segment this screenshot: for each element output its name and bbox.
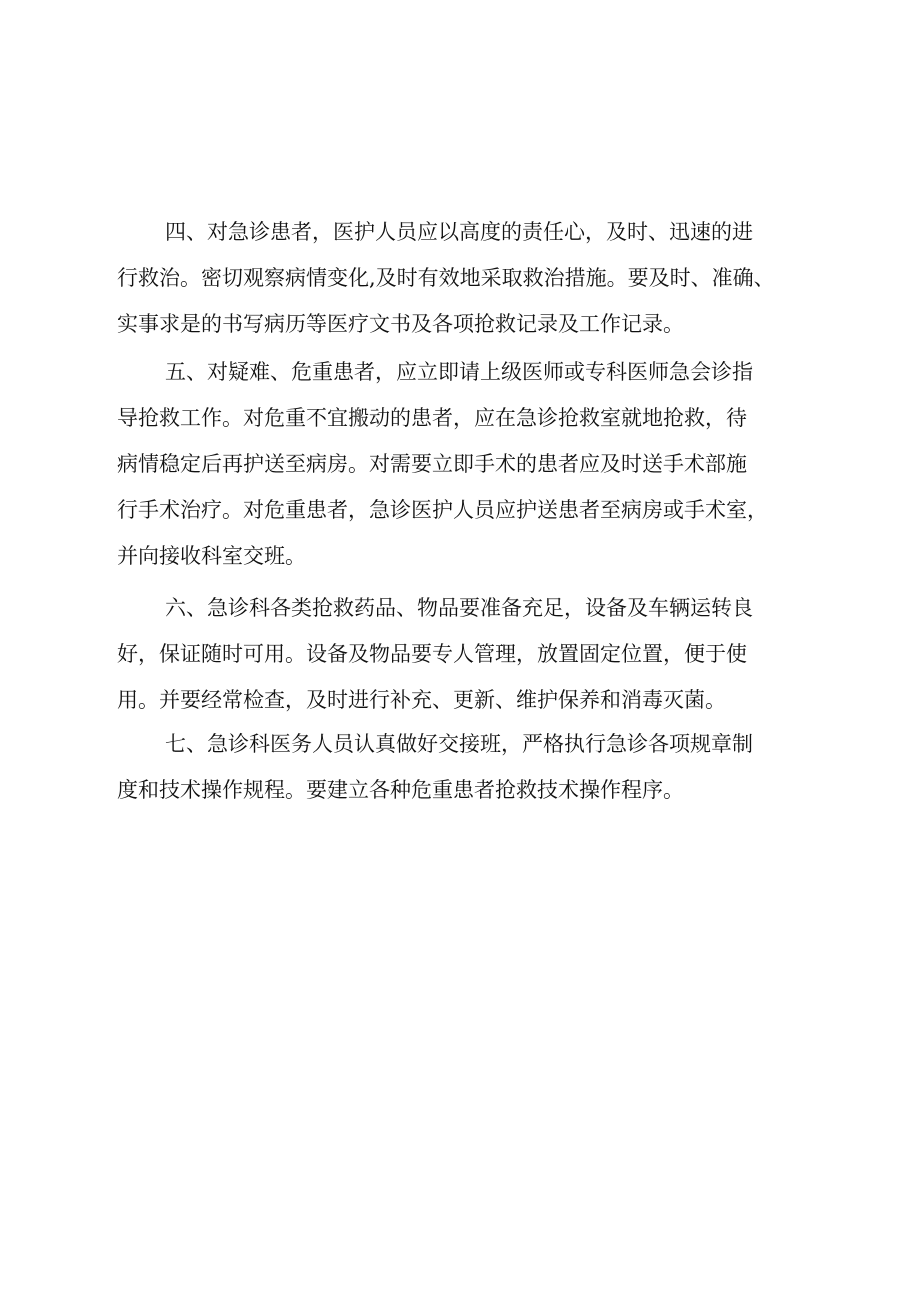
text-line: 病情稳定后再护送至病房。对需要立即手术的患者应及时送手术部施 [117, 452, 747, 476]
text-line: 行救治。密切观察病情变化,及时有效地采取救治措施。要及时、准确、 [117, 266, 775, 290]
text-line: 四、对急诊患者，医护人员应以高度的责任心，及时、迅速的进 [165, 220, 753, 244]
text-line: 好，保证随时可用。设备及物品要专人管理，放置固定位置，便于使 [117, 642, 747, 666]
text-line: 五、对疑难、危重患者，应立即请上级医师或专科医师急会诊指 [165, 360, 753, 384]
text-line: 并向接收科室交班。 [117, 544, 306, 568]
text-line: 实事求是的书写病历等医疗文书及各项抢救记录及工作记录。 [117, 312, 684, 336]
text-line: 导抢救工作。对危重不宜搬动的患者，应在急诊抢救室就地抢救，待 [117, 406, 747, 430]
text-line: 度和技术操作规程。要建立各种危重患者抢救技术操作程序。 [117, 778, 684, 802]
paragraph-5 [117, 349, 837, 579]
paragraph-4 [117, 209, 837, 347]
text-line: 六、急诊科各类抢救药品、物品要准备充足，设备及车辆运转良 [165, 596, 753, 620]
text-line: 用。并要经常检查，及时进行补充、更新、维护保养和消毒灭菌。 [117, 688, 726, 712]
paragraph-7 [117, 721, 837, 813]
text-line: 行手术治疗。对危重患者，急诊医护人员应护送患者至病房或手术室， [117, 498, 768, 522]
text-line: 七、急诊科医务人员认真做好交接班，严格执行急诊各项规章制 [165, 732, 753, 756]
paragraph-6 [117, 585, 837, 723]
